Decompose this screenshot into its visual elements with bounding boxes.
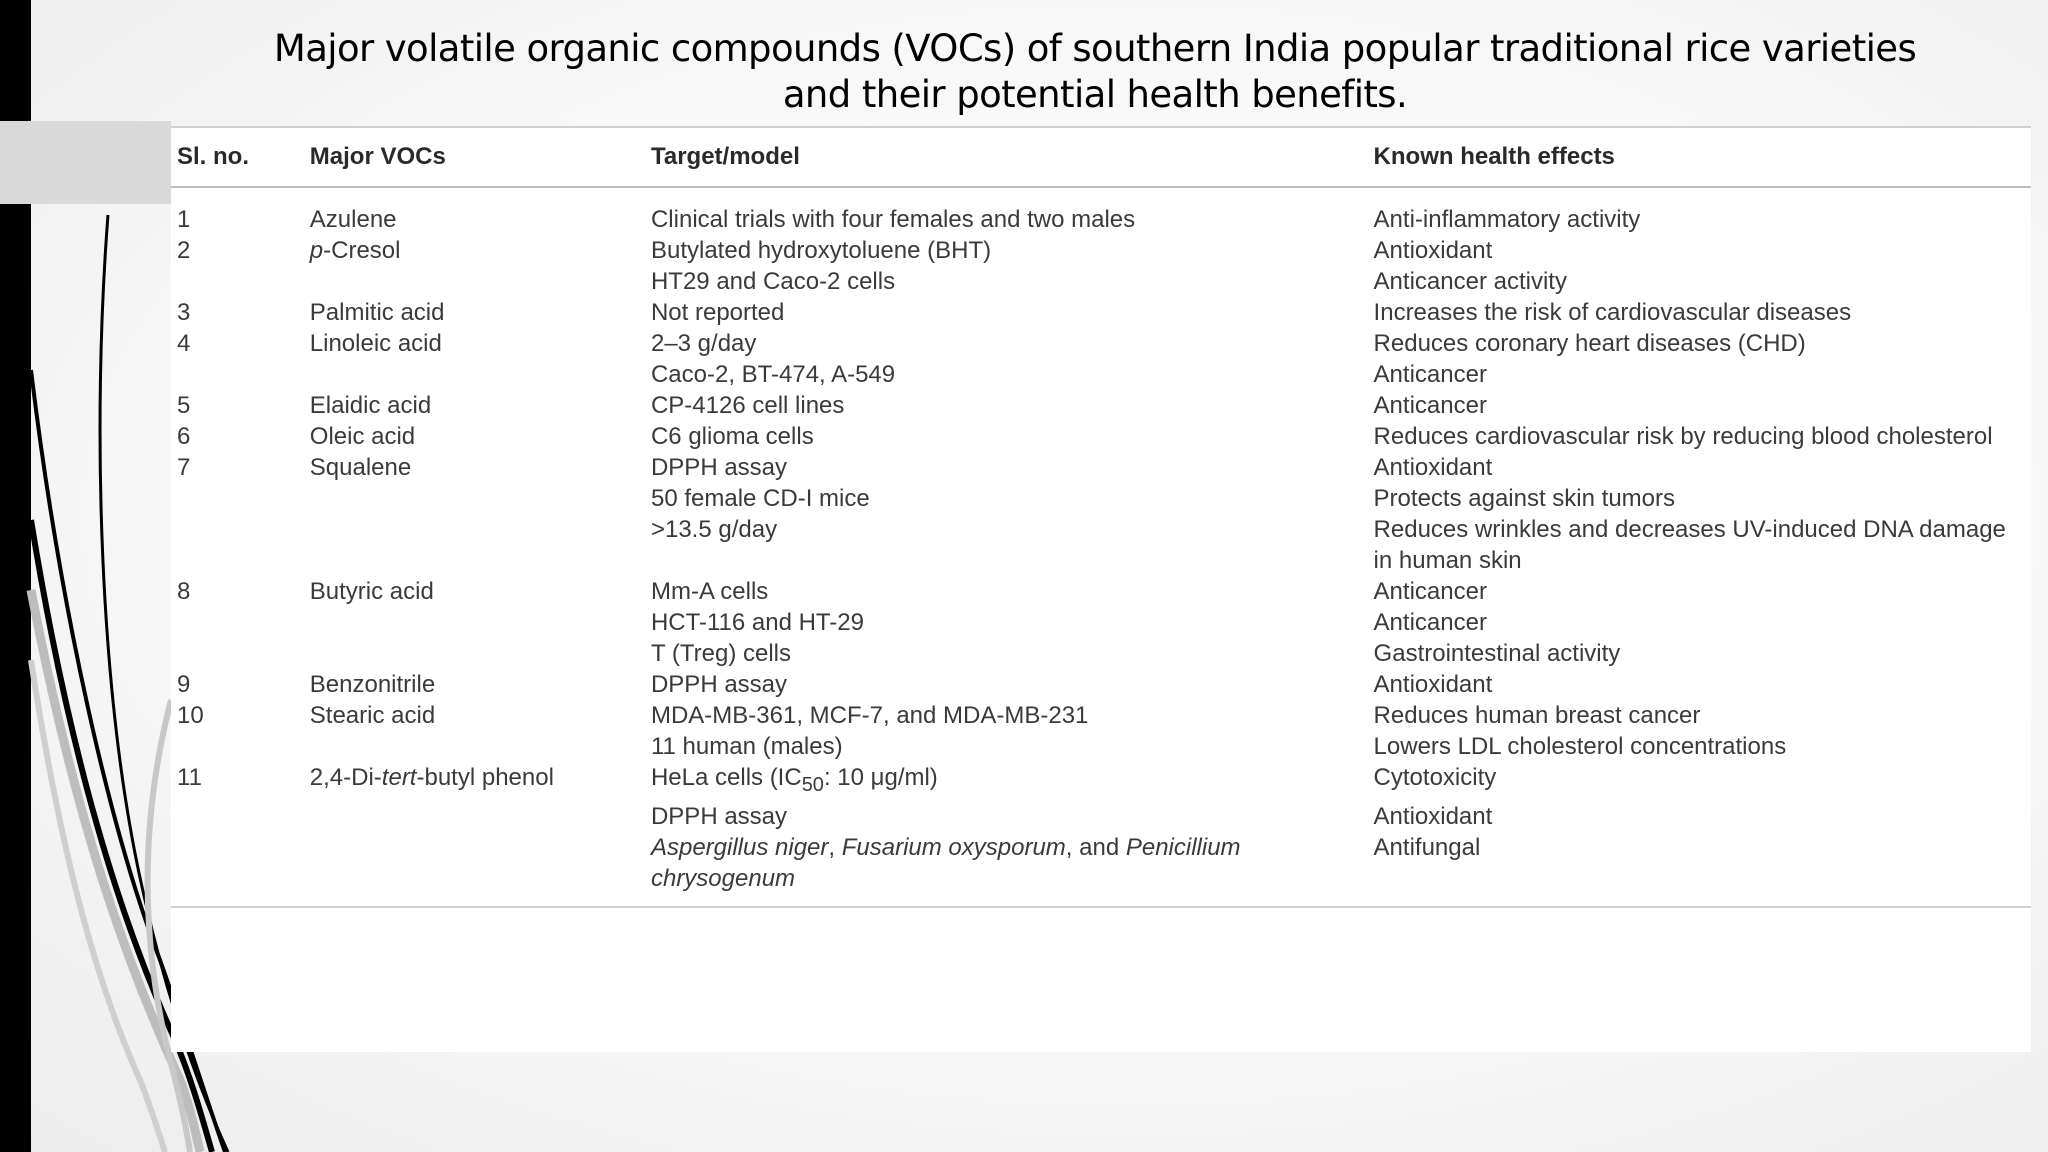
- cell-sl: 8: [177, 578, 191, 605]
- cell-target: DPPH assay: [650, 454, 788, 481]
- table-row: [171, 483, 2031, 514]
- header-target-model: Target/model: [645, 127, 1368, 187]
- slide-title: Major volatile organic compounds (VOCs) of southern India popular traditional rice varieties and their potential health benefits.: [273, 27, 1917, 116]
- cell-effect: Antifungal: [1368, 832, 2031, 907]
- table-row: [171, 801, 2031, 832]
- cell-voc: [304, 801, 645, 832]
- cell-target: HCT-116 and HT-29: [650, 609, 864, 636]
- target-text-part: ,: [828, 833, 842, 861]
- header-health-effects: Known health effects: [1368, 127, 2031, 187]
- table-row: [171, 832, 2031, 907]
- cell-sl: [171, 801, 304, 832]
- cell-effect: Anticancer activity: [1373, 268, 1567, 295]
- cell-effect: Protects against skin tumors: [1373, 485, 1675, 512]
- cell-sl: 9: [177, 671, 191, 698]
- cell-effect: Reduces human breast cancer: [1373, 702, 1701, 729]
- cell-target: HT29 and Caco-2 cells: [650, 268, 896, 295]
- cell-target: Mm-A cells: [650, 578, 769, 605]
- cell-target: MDA-MB-361, MCF-7, and MDA-MB-231: [650, 702, 1089, 729]
- target-subscript: 50: [801, 773, 824, 796]
- cell-effect: Antioxidant: [1373, 671, 1493, 698]
- table-row: [171, 390, 2031, 421]
- table-row: [171, 514, 2031, 576]
- cell-target: 11 human (males): [650, 733, 843, 760]
- cell-voc: Oleic acid: [309, 423, 416, 450]
- cell-sl: [171, 638, 304, 669]
- cell-effect: Reduces cardiovascular risk by reducing blood cholesterol: [1373, 423, 1993, 450]
- table-row: [171, 452, 2031, 483]
- cell-target: C6 glioma cells: [650, 423, 814, 450]
- cell-effect: Increases the risk of cardiovascular diseases: [1373, 299, 1852, 326]
- table-row: [171, 297, 2031, 328]
- cell-voc: [304, 235, 645, 266]
- cell-effect: Lowers LDL cholesterol concentrations: [1373, 733, 1787, 760]
- cell-voc: Squalene: [309, 454, 412, 481]
- voc-table: [171, 126, 2031, 908]
- cell-sl: 11: [177, 764, 202, 791]
- target-italic-part: Aspergillus niger: [650, 833, 829, 861]
- cell-target: Clinical trials with four females and two males: [650, 206, 1136, 233]
- cell-voc: [304, 731, 645, 762]
- cell-voc: Elaidic acid: [309, 392, 432, 419]
- cell-sl: 6: [177, 423, 191, 450]
- cell-effect: Gastrointestinal activity: [1373, 640, 1621, 667]
- cell-target: Not reported: [650, 299, 785, 326]
- cell-voc: [304, 607, 645, 638]
- voc-text-part: -butyl phenol: [416, 764, 554, 791]
- voc-italic-part: tert: [381, 764, 417, 791]
- cell-target: [645, 832, 1368, 907]
- target-text-part: , and: [1065, 833, 1126, 861]
- target-italic-part: Penicillium chrysogenum: [650, 833, 1241, 892]
- cell-voc: [304, 483, 645, 514]
- table-row: [171, 607, 2031, 638]
- table-row: [171, 731, 2031, 762]
- cell-sl: [171, 731, 304, 762]
- table-row: [171, 762, 2031, 801]
- cell-effect: Anticancer: [1373, 609, 1487, 636]
- target-italic-part: Fusarium oxysporum: [841, 833, 1066, 861]
- cell-sl: [171, 832, 304, 907]
- cell-voc: [304, 266, 645, 297]
- cell-voc: [304, 638, 645, 669]
- slide-grey-tab: [0, 121, 171, 204]
- table-row: [171, 266, 2031, 297]
- cell-target: DPPH assay: [650, 802, 788, 830]
- voc-text-part: -Cresol: [323, 237, 401, 264]
- cell-effect: Cytotoxicity: [1373, 764, 1497, 791]
- cell-voc: Linoleic acid: [309, 330, 442, 357]
- header-sl-no: Sl. no.: [171, 127, 304, 187]
- table-row: [171, 328, 2031, 359]
- voc-text-part: 2,4-Di-: [309, 764, 382, 791]
- cell-target: DPPH assay: [650, 671, 788, 698]
- cell-sl: [171, 514, 304, 576]
- cell-sl: [171, 266, 304, 297]
- cell-target: T (Treg) cells: [650, 640, 791, 667]
- cell-voc: Palmitic acid: [309, 299, 445, 326]
- cell-voc: [304, 762, 645, 801]
- cell-sl: 1: [177, 206, 191, 233]
- cell-voc: Butyric acid: [309, 578, 434, 605]
- voc-table-panel: [171, 126, 2031, 1052]
- table-row: [171, 235, 2031, 266]
- cell-sl: [171, 483, 304, 514]
- cell-voc: Benzonitrile: [309, 671, 436, 698]
- table-row: [171, 187, 2031, 235]
- cell-voc: Azulene: [309, 206, 397, 233]
- cell-voc: [304, 514, 645, 576]
- table-row: [171, 359, 2031, 390]
- cell-target: 2–3 g/day: [650, 330, 757, 357]
- cell-effect: Antioxidant: [1373, 454, 1493, 481]
- cell-target: Butylated hydroxytoluene (BHT): [650, 237, 992, 264]
- cell-effect: Anti-inflammatory activity: [1373, 206, 1641, 233]
- cell-sl: [171, 607, 304, 638]
- voc-italic-part: p: [309, 237, 324, 264]
- cell-sl: 2: [177, 237, 191, 264]
- cell-sl: 3: [177, 299, 191, 326]
- cell-voc: [304, 359, 645, 390]
- target-text-part: : 10 μg/ml): [823, 764, 938, 791]
- cell-target: [645, 762, 1368, 801]
- cell-effect: Reduces coronary heart diseases (CHD): [1373, 330, 1806, 357]
- cell-voc: Stearic acid: [309, 702, 436, 729]
- cell-target: >13.5 g/day: [650, 516, 778, 543]
- header-major-vocs: Major VOCs: [304, 127, 645, 187]
- table-row: [171, 421, 2031, 452]
- cell-effect: Antioxidant: [1373, 802, 1493, 830]
- cell-target: 50 female CD-I mice: [650, 485, 870, 512]
- cell-target: Caco-2, BT-474, A-549: [650, 361, 896, 388]
- cell-effect: Anticancer: [1373, 578, 1487, 605]
- cell-sl: [171, 359, 304, 390]
- cell-sl: 5: [177, 392, 191, 419]
- cell-effect: Anticancer: [1373, 392, 1487, 419]
- cell-effect: Antioxidant: [1373, 237, 1493, 264]
- cell-effect: Reduces wrinkles and decreases UV-induced DNA damage in human skin: [1373, 516, 2006, 574]
- cell-effect: Anticancer: [1373, 361, 1487, 388]
- table-row: [171, 576, 2031, 607]
- table-row: [171, 638, 2031, 669]
- table-row: [171, 669, 2031, 700]
- target-text-part: HeLa cells (IC: [650, 764, 802, 791]
- cell-sl: 7: [177, 454, 191, 481]
- table-header-row: [171, 127, 2031, 187]
- table-row: [171, 700, 2031, 731]
- cell-sl: 4: [177, 330, 191, 357]
- cell-voc: [304, 832, 645, 907]
- cell-sl: 10: [177, 702, 204, 729]
- cell-target: CP-4126 cell lines: [650, 392, 845, 419]
